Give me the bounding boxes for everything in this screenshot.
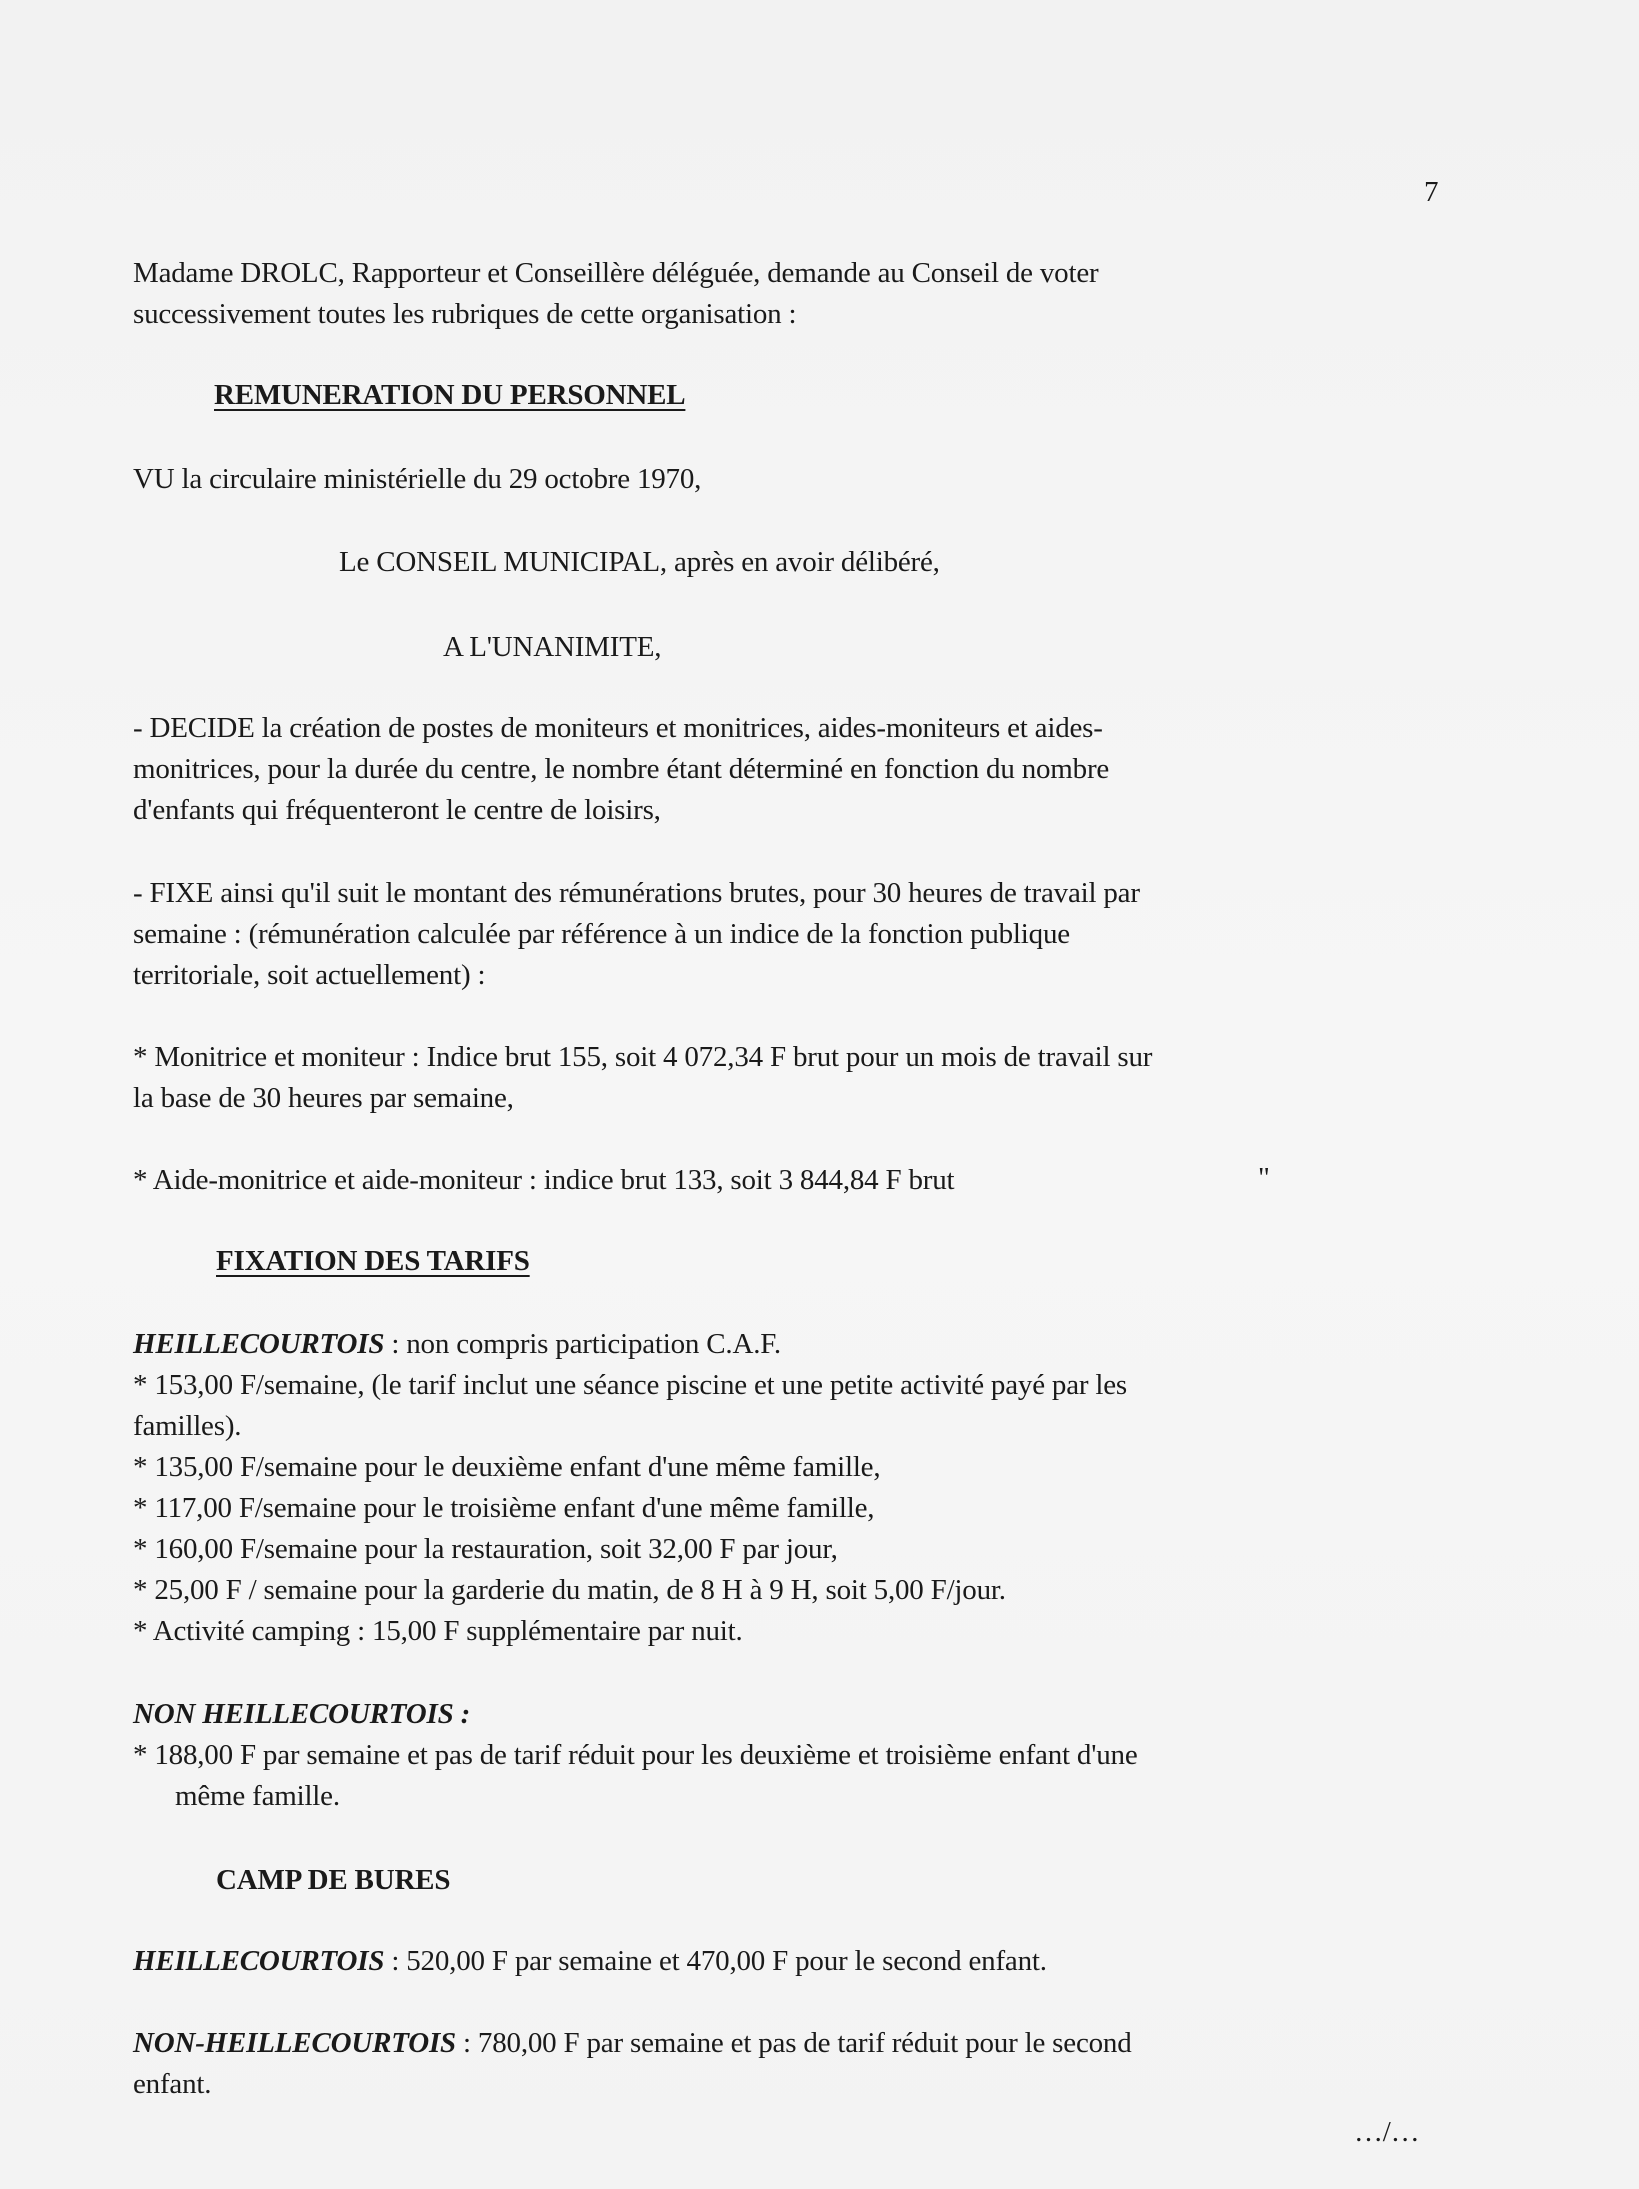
camp-non-heillecourtois xyxy=(133,2023,1132,2064)
heading-tarifs: FIXATION DES TARIFS xyxy=(216,1245,530,1277)
heading-camp-de-bures: CAMP DE BURES xyxy=(216,1864,451,1896)
fixe-line-1: - FIXE ainsi qu'il suit le montant des rémunérations brutes, pour 30 heures de travail par xyxy=(133,877,1140,909)
camp-heillecourtois-label: HEILLECOURTOIS xyxy=(133,1945,385,1977)
camp-non-heillecourtois-text: : 780,00 F par semaine et pas de tarif réduit pour le second xyxy=(455,2027,1132,2059)
conseil-municipal: Le CONSEIL MUNICIPAL, après en avoir délibéré, xyxy=(339,546,940,578)
fixe-line-2: semaine : (rémunération calculée par référence à un indice de la fonction publique xyxy=(133,918,1070,950)
camp-heillecourtois-text: : 520,00 F par semaine et 470,00 F pour le second enfant. xyxy=(384,1945,1047,1977)
tarif-item: * 117,00 F/semaine pour le troisième enfant d'une même famille, xyxy=(133,1492,875,1524)
vu-circulaire: VU la circulaire ministérielle du 29 octobre 1970, xyxy=(133,463,702,495)
ditto-mark: " xyxy=(1258,1162,1270,1194)
tarif-item: familles). xyxy=(133,1410,242,1442)
decide-line-2: monitrices, pour la durée du centre, le nombre étant déterminé en fonction du nombre xyxy=(133,753,1110,785)
continuation-mark: …/… xyxy=(1354,2116,1420,2148)
heillecourtois-note: : non compris participation C.A.F. xyxy=(384,1328,781,1360)
moniteur-line-1: * Monitrice et moniteur : Indice brut 155, soit 4 072,34 F brut pour un mois de travail sur xyxy=(133,1041,1153,1073)
fixe-line-3: territoriale, soit actuellement) : xyxy=(133,959,486,991)
intro-line-2: successivement toutes les rubriques de cette organisation : xyxy=(133,298,797,330)
camp-non-heillecourtois-line-2: enfant. xyxy=(133,2068,212,2100)
tarif-item: * 153,00 F/semaine, (le tarif inclut une séance piscine et une petite activité payé par les xyxy=(133,1369,1128,1401)
non-heillecourtois-line-1: * 188,00 F par semaine et pas de tarif réduit pour les deuxième et troisième enfant d'une xyxy=(133,1739,1138,1771)
unanimite: A L'UNANIMITE, xyxy=(443,631,662,663)
page-number: 7 xyxy=(1424,176,1439,208)
heillecourtois-tarifs-header xyxy=(133,1324,781,1365)
intro-line-1: Madame DROLC, Rapporteur et Conseillère déléguée, demande au Conseil de voter xyxy=(133,257,1099,289)
heading-remuneration: REMUNERATION DU PERSONNEL xyxy=(214,379,686,411)
non-heillecourtois-label: NON HEILLECOURTOIS : xyxy=(133,1698,471,1730)
tarif-item: * 25,00 F / semaine pour la garderie du matin, de 8 H à 9 H, soit 5,00 F/jour. xyxy=(133,1574,1006,1606)
moniteur-line-2: la base de 30 heures par semaine, xyxy=(133,1082,514,1114)
camp-heillecourtois xyxy=(133,1941,1047,1982)
heillecourtois-label: HEILLECOURTOIS xyxy=(133,1328,385,1360)
tarif-item: * 135,00 F/semaine pour le deuxième enfant d'une même famille, xyxy=(133,1451,881,1483)
aide-moniteur: * Aide-monitrice et aide-moniteur : indice brut 133, soit 3 844,84 F brut xyxy=(133,1164,955,1196)
decide-line-1: - DECIDE la création de postes de moniteurs et monitrices, aides-moniteurs et aides- xyxy=(133,712,1103,744)
decide-line-3: d'enfants qui fréquenteront le centre de loisirs, xyxy=(133,794,661,826)
tarif-item: * 160,00 F/semaine pour la restauration, soit 32,00 F par jour, xyxy=(133,1533,838,1565)
tarif-item: * Activité camping : 15,00 F supplémentaire par nuit. xyxy=(133,1615,743,1647)
non-heillecourtois-line-2: même famille. xyxy=(175,1780,340,1812)
camp-non-heillecourtois-label: NON-HEILLECOURTOIS xyxy=(133,2027,456,2059)
